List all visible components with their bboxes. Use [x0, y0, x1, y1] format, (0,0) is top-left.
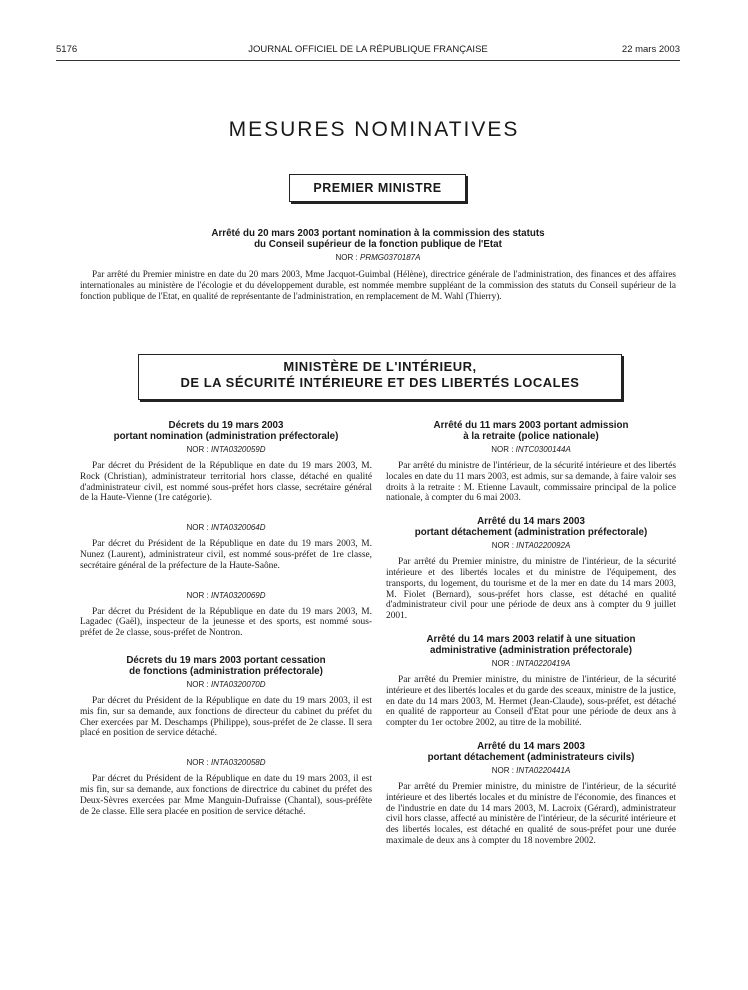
decree-premier-ministre	[80, 228, 676, 301]
nor-reference	[386, 540, 676, 551]
section-heading-premier-ministre: PREMIER MINISTRE	[289, 174, 466, 202]
decree-text: Par décret du Président de la République en date du 19 mars 2003, il est mis fin, sur sa demande, aux fonctions de directeur du cabinet du préfet du Cher exercées par M. Deschamps (Philippe), sous-préfet de 2e classe. Il sera placé en position de service détaché.	[80, 695, 372, 739]
main-title: MESURES NOMINATIVES	[228, 118, 520, 141]
header-rule	[56, 60, 680, 61]
decree-text: Par décret du Président de la République en date du 19 mars 2003, M. Rock (Christian), administrateur territorial hors classe, détaché en qualité d'administrateur civil, est nommé sous-préfet hors classe, secrétaire général de la Haute-Vienne (1re catégorie).	[80, 461, 372, 504]
nor-label: NOR :	[186, 590, 211, 600]
nor-reference	[80, 679, 372, 690]
nor-code: PRMG0370187A	[359, 253, 421, 262]
page-number: 5176	[56, 44, 78, 55]
decree-title-line1: Arrêté du 20 mars 2003 portant nomination à la commission des statuts	[211, 228, 545, 239]
nor-label: NOR :	[491, 765, 517, 775]
decree-title	[80, 655, 372, 677]
decree-text: Par arrêté du Premier ministre, du ministre de l'intérieur, de la sécurité intérieure et des libertés locales et du ministre de l'équipement, des transports, du logement, du tourisme et de la mer en date du 14 mars 2003, M. Fiolet (Bernard), sous-préfet hors classe, est détaché en qualité d'administrateur civil pour une période de deux ans à compter du 9 juillet 2001.	[386, 557, 676, 622]
section-heading-ministere-interieur	[138, 354, 622, 400]
decree-title-line1: Arrêté du 14 mars 2003 relatif à une situation	[426, 633, 636, 645]
issue-date: 22 mars 2003	[621, 44, 680, 55]
decree-title	[80, 420, 372, 442]
nor-reference	[80, 590, 372, 601]
nor-label: NOR :	[186, 445, 211, 454]
decree-title	[386, 516, 676, 538]
decree-title	[386, 741, 676, 763]
decree-title	[386, 420, 676, 442]
decree-title-line2: portant détachement (administration préfectorale)	[414, 527, 648, 539]
nor-reference	[386, 444, 676, 455]
decree-title-line2: du Conseil supérieur de la fonction publique de l'Etat	[254, 239, 502, 250]
journal-title: JOURNAL OFFICIEL DE LA RÉPUBLIQUE FRANÇAISE	[248, 44, 488, 55]
decree-title-line2: portant détachement (administrateurs civils)	[427, 751, 635, 763]
nor-reference	[80, 252, 676, 263]
nor-code: INTA0320064D	[210, 523, 266, 533]
decree-text: Par arrêté du ministre de l'intérieur, de la sécurité intérieure et des libertés locales en date du 11 mars 2003, est admis, sur sa demande, à faire valoir ses droits à la retraite : M. Etienne Lavault, commissaire principal de la police nationale, à compter du 6 mai 2003.	[386, 461, 676, 504]
decree-title-line1: Arrêté du 14 mars 2003	[477, 740, 585, 752]
decree-title-line1: Arrêté du 11 mars 2003 portant admission	[433, 420, 629, 431]
decree-text: Par arrêté du Premier ministre, du ministre de l'intérieur, de la sécurité intérieure et des libertés locales et du ministre de l'économie, des finances et de l'industrie en date du 14 mars 2003, M. Lacroix (Gérard), administrateur civil hors classe, affecté au ministère de l'intérieur, de la sécurité intérieure et des libertés locales, est détaché en qualité de sous-préfet pour une durée maximale de deux ans à compter du 18 novembre 2002.	[386, 781, 676, 846]
left-column	[80, 420, 372, 817]
decree-title-line2: portant nomination (administration préfectorale)	[113, 431, 339, 442]
decree-title	[386, 634, 676, 656]
nor-reference	[386, 658, 676, 669]
decree-title-line2: administrative (administration préfectorale)	[430, 644, 632, 656]
nor-label: NOR :	[186, 758, 211, 768]
nor-reference	[80, 757, 372, 768]
decree-text: Par arrêté du Premier ministre, du ministre de l'intérieur, de la sécurité intérieure et des libertés locales et du garde des sceaux, ministre de la justice, en date du 14 mars 2003, M. Hermet (Jean-Claude), sous-préfet, est détaché en qualité de rapporteur au Conseil d'Etat pour une période de deux ans à compter du 1er octobre 2002, au titre de la mobilité.	[386, 674, 676, 729]
nor-code: INTA0320059D	[210, 445, 266, 454]
decree-title-line1: Arrêté du 14 mars 2003	[477, 516, 585, 528]
nor-reference	[80, 522, 372, 533]
decree-text: Par décret du Président de la République en date du 19 mars 2003, M. Lagadec (Gaël), inspecteur de la jeunesse et des sports, est nommé sous-préfet de 2e classe, sous-préfet de Nontron.	[80, 606, 372, 639]
nor-reference	[80, 444, 372, 455]
nor-label: NOR :	[186, 679, 211, 689]
nor-reference	[386, 765, 676, 776]
nor-label: NOR :	[186, 523, 211, 533]
decree-title-line2: de fonctions (administration préfectorale)	[129, 665, 323, 677]
nor-label: NOR :	[491, 445, 516, 454]
right-column	[386, 420, 676, 847]
section-heading-line1: MINISTÈRE DE L'INTÉRIEUR,	[283, 359, 477, 374]
nor-code: INTC0300144A	[515, 445, 571, 454]
section-heading-line2: DE LA SÉCURITÉ INTÉRIEURE ET DES LIBERTÉS LOCALES	[180, 375, 580, 390]
nor-code: INTA0220419A	[516, 658, 571, 668]
decree-title-line1: Décrets du 19 mars 2003	[168, 420, 284, 431]
nor-code: INTA0320058D	[210, 758, 266, 768]
nor-label: NOR :	[335, 253, 360, 262]
nor-code: INTA0220441A	[516, 765, 571, 775]
decree-text: Par arrêté du Premier ministre en date du 20 mars 2003, Mme Jacquot-Guimbal (Hélène), directrice générale de l'administration, des finances et des affaires internationales au ministère de l'écologie et du développement durable, est nommée membre suppléant de la commission des statuts du Conseil supérieur de la fonction publique de l'Etat, en qualité de représentante de l'administration, en remplacement de M. Wahl (Thierry).	[80, 269, 676, 301]
decree-title	[80, 228, 676, 250]
nor-label: NOR :	[491, 541, 517, 551]
decree-title-line1: Décrets du 19 mars 2003 portant cessation	[126, 654, 326, 666]
decree-title-line2: à la retraite (police nationale)	[463, 431, 599, 442]
nor-code: INTA0320070D	[210, 679, 266, 689]
nor-code: INTA0220092A	[516, 541, 571, 551]
nor-label: NOR :	[491, 658, 517, 668]
nor-code: INTA0320069D	[210, 590, 266, 600]
decree-text: Par décret du Président de la République en date du 19 mars 2003, M. Nunez (Laurent), administrateur civil, est nommé sous-préfet de 1re classe, secrétaire général de la préfecture de la Haute-Saône.	[80, 539, 372, 571]
decree-text: Par décret du Président de la République en date du 19 mars 2003, il est mis fin, sur sa demande, aux fonctions de directrice du cabinet du préfet des Deux-Sèvres exercées par Mme Manguin-Dufraisse (Chantal), sous-préfète de 2e classe. Elle sera placée en position de service détaché.	[80, 774, 372, 817]
